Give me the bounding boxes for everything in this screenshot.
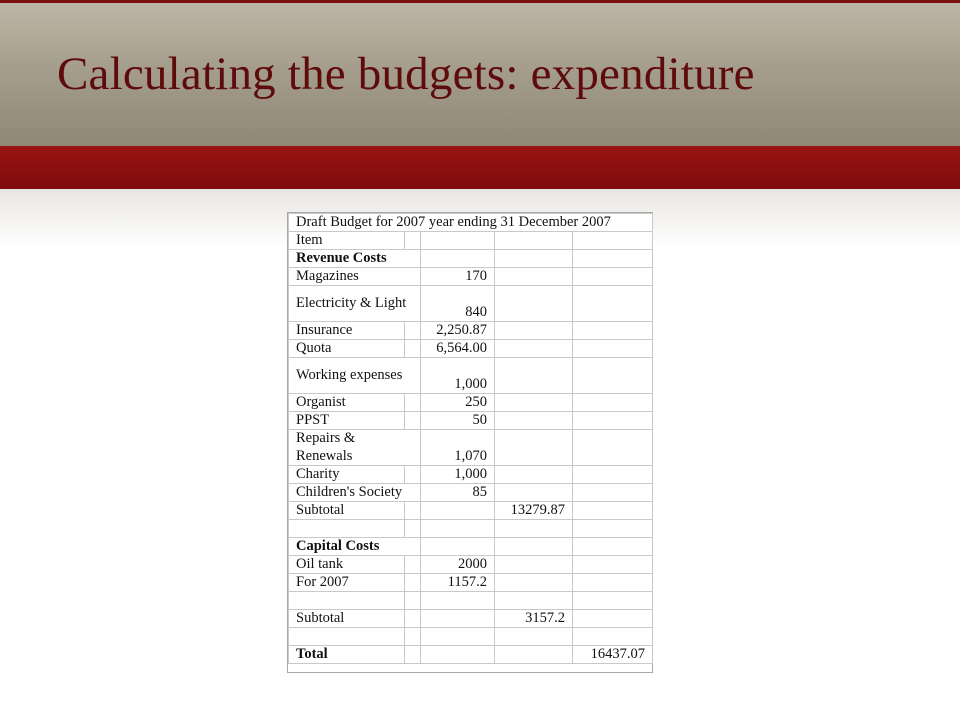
row-item: Children's Society <box>289 484 421 502</box>
row-item: Oil tank <box>289 556 405 574</box>
capital-subtotal-value: 3157.2 <box>495 610 573 628</box>
total-row <box>289 646 653 664</box>
row-item: Charity <box>289 466 405 484</box>
spacer-row <box>289 592 653 610</box>
row-amount: 2000 <box>421 556 495 574</box>
budget-caption: Draft Budget for 2007 year ending 31 December 2007 <box>289 214 653 232</box>
row-item: Insurance <box>289 322 405 340</box>
revenue-heading-row <box>289 250 653 268</box>
spacer-row <box>289 628 653 646</box>
budget-table-image <box>287 212 653 673</box>
revenue-subtotal-value: 13279.87 <box>495 502 573 520</box>
header-item: Item <box>289 232 405 250</box>
capital-heading: Capital Costs <box>289 538 421 556</box>
table-row <box>289 268 653 286</box>
capital-heading-row <box>289 538 653 556</box>
row-item: For 2007 <box>289 574 405 592</box>
row-amount: 1,000 <box>421 466 495 484</box>
row-amount: 170 <box>421 268 495 286</box>
title-band <box>0 0 960 146</box>
spacer-row <box>289 520 653 538</box>
total-value: 16437.07 <box>573 646 653 664</box>
row-item: Quota <box>289 340 405 358</box>
table-row <box>289 412 653 430</box>
header-row <box>289 232 653 250</box>
row-item: Repairs & Renewals <box>289 430 421 466</box>
table-row <box>289 430 653 466</box>
table-row <box>289 286 653 322</box>
table-row <box>289 484 653 502</box>
total-label: Total <box>289 646 405 664</box>
subtotal-label: Subtotal <box>289 502 405 520</box>
table-row <box>289 466 653 484</box>
row-item: Electricity & Light <box>289 286 421 322</box>
row-amount: 840 <box>421 286 495 322</box>
revenue-heading: Revenue Costs <box>289 250 421 268</box>
table-row <box>289 556 653 574</box>
row-amount: 1157.2 <box>421 574 495 592</box>
row-amount: 85 <box>421 484 495 502</box>
row-item: Organist <box>289 394 405 412</box>
row-amount: 6,564.00 <box>421 340 495 358</box>
row-amount: 250 <box>421 394 495 412</box>
subtotal-label: Subtotal <box>289 610 405 628</box>
row-amount: 1,070 <box>421 430 495 466</box>
row-item: PPST <box>289 412 405 430</box>
capital-subtotal-row <box>289 610 653 628</box>
budget-table <box>288 213 653 664</box>
table-row <box>289 358 653 394</box>
table-row <box>289 394 653 412</box>
caption-row <box>289 214 653 232</box>
row-amount: 2,250.87 <box>421 322 495 340</box>
table-row <box>289 322 653 340</box>
row-amount: 50 <box>421 412 495 430</box>
row-item: Working expenses <box>289 358 421 394</box>
accent-band <box>0 146 960 189</box>
table-row <box>289 340 653 358</box>
table-row <box>289 574 653 592</box>
slide-title: Calculating the budgets: expenditure <box>57 48 755 100</box>
row-amount: 1,000 <box>421 358 495 394</box>
revenue-subtotal-row <box>289 502 653 520</box>
row-item: Magazines <box>289 268 421 286</box>
